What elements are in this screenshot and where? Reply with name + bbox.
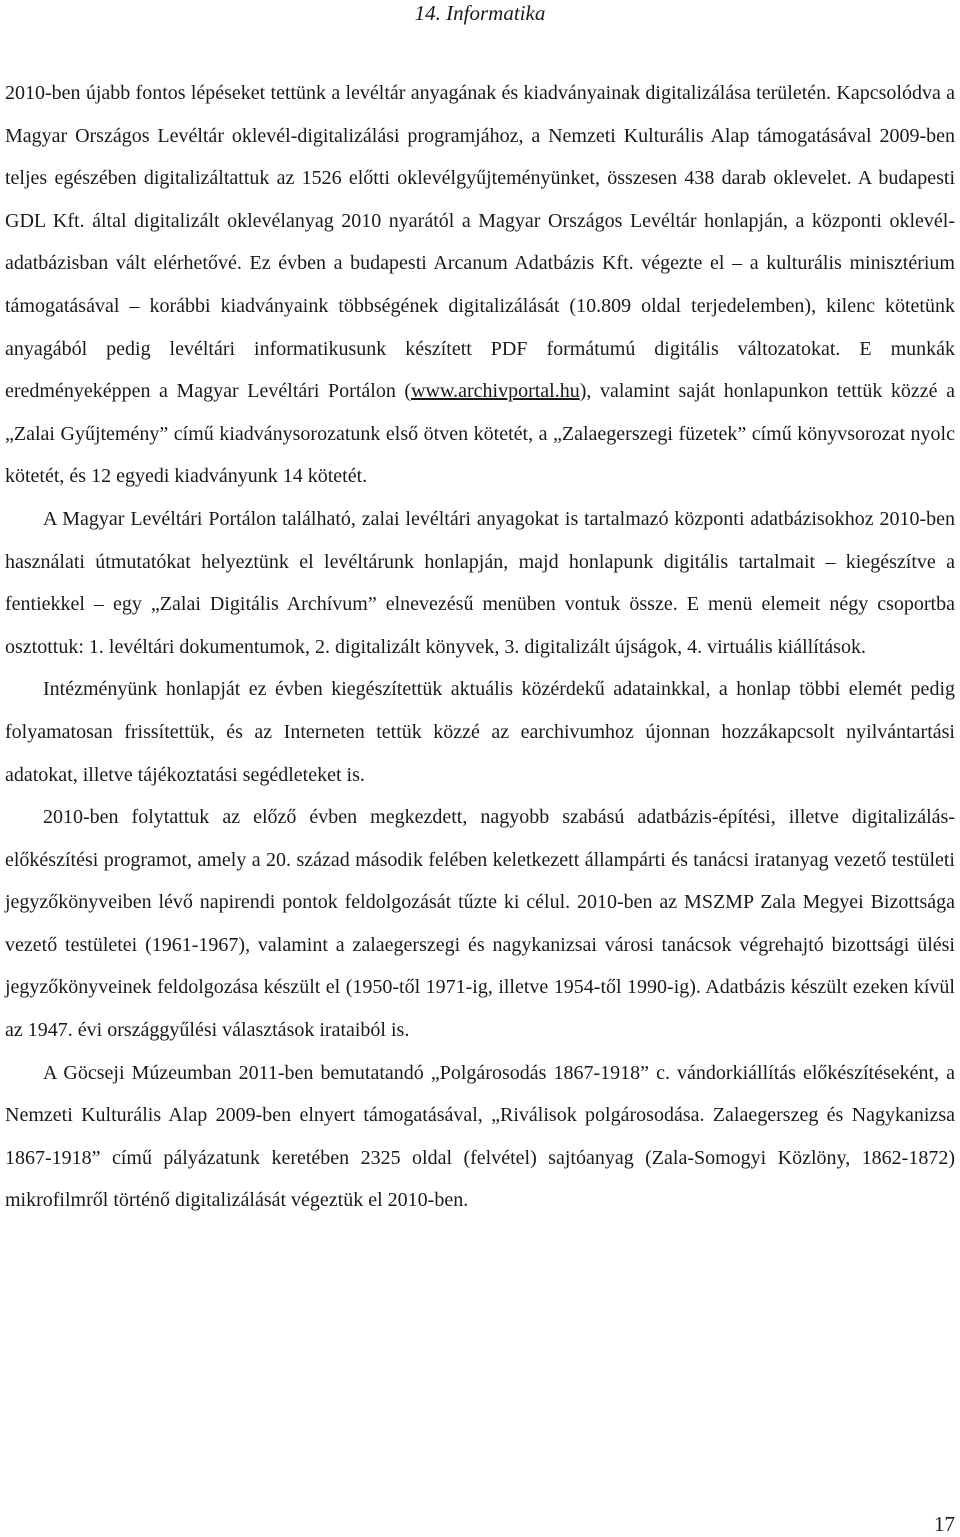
paragraph-digitization-text-2: ), valamint saját honlapunkon tettük közzé a „Zalai Gyűjtemény” című kiadványsorozatunk első ötven kötetét, a „Zalaegerszegi füzetek” című könyvsorozat nyolc kötetét, és 12 egyedi kiadványunk 14 kötetét. xyxy=(5,380,955,488)
paragraph-digitization xyxy=(5,72,955,498)
archivportal-link[interactable]: www.archivportal.hu xyxy=(411,380,580,403)
paragraph-portal: A Magyar Levéltári Portálon található, zalai levéltári anyagokat is tartalmazó központi adatbázisokhoz 2010-ben használati útmutatókat helyeztünk el levéltárunk honlapján, majd honlapunk digitális tartalmait – kiegészítve a fentiekkel – egy „Zalai Digitális Archívum” elnevezésű menüben vontuk össze. E menü elemeit négy csoportba osztottuk: 1. levéltári dokumentumok, 2. digitalizált könyvek, 3. digitalizált újságok, 4. virtuális kiállítások. xyxy=(5,507,955,658)
page-number: 17 xyxy=(934,1512,955,1536)
chapter-header: 14. Informatika xyxy=(414,1,546,25)
paragraph-website: Intézményünk honlapját ez évben kiegészítettük aktuális közérdekű adatainkkal, a honlap többi elemét pedig folyamatosan frissítettük, és az Interneten tettük közzé az earchivumhoz újonnan hozzákapcsolt nyilvántartási adatokat, illetve tájékoztatási segédleteket is. xyxy=(5,678,955,786)
body-text xyxy=(5,72,955,1222)
paragraph-exhibition: A Göcseji Múzeumban 2011-ben bemutatandó „Polgárosodás 1867-1918” c. vándorkiállítás előkészítéseként, a Nemzeti Kulturális Alap 2009-ben elnyert támogatásával, „Riválisok polgárosodása. Zalaegerszeg és Nagykanizsa 1867-1918” című pályázatunk keretében 2325 oldal (felvétel) sajtóanyag (Zala-Somogyi Közlöny, 1862-1872) mikrofilmről történő digitalizálását végeztük el 2010-ben. xyxy=(5,1061,955,1212)
paragraph-database: 2010-ben folytattuk az előző évben megkezdett, nagyobb szabású adatbázis-építési, illetve digitalizálás-előkészítési programot, amely a 20. század második felében keletkezett állampárti és tanácsi iratanyag vezető testületi jegyzőkönyveiben lévő napirendi pontok feldolgozását tűzte ki célul. 2010-ben az MSZMP Zala Megyei Bizottsága vezető testületei (1961-1967), valamint a zalaegerszegi és nagykanizsai városi tanácsok végrehajtó bizottsági ülési jegyzőkönyveinek feldolgozása készült el (1950-től 1971-ig, illetve 1954-től 1990-ig). Adatbázis készült ezeken kívül az 1947. évi országgyűlési választások irataiból is. xyxy=(5,806,955,1042)
paragraph-digitization-text-1: 2010-ben újabb fontos lépéseket tettünk a levéltár anyagának és kiadványainak digitalizálása területén. Kapcsolódva a Magyar Országos Levéltár oklevél-digitalizálási programjához, a Nemzeti Kulturális Alap támogatásával 2009-ben teljes egészében digitalizáltattuk az 1526 előtti oklevélgyűjteményünket, összesen 438 darab oklevelet. A budapesti GDL Kft. által digitalizált oklevélanyag 2010 nyarától a Magyar Országos Levéltár honlapján, a központi oklevél-adatbázisban vált elérhetővé. Ez évben a budapesti Arcanum Adatbázis Kft. végezte el – a kulturális minisztérium támogatásával – korábbi kiadványaink többségének digitalizálását (10.809 oldal terjedelemben), kilenc kötetünk anyagából pedig levéltári informatikusunk készített PDF formátumú digitális változatokat. E munkák eredményeképpen a Magyar Levéltári Portálon ( xyxy=(5,82,955,403)
